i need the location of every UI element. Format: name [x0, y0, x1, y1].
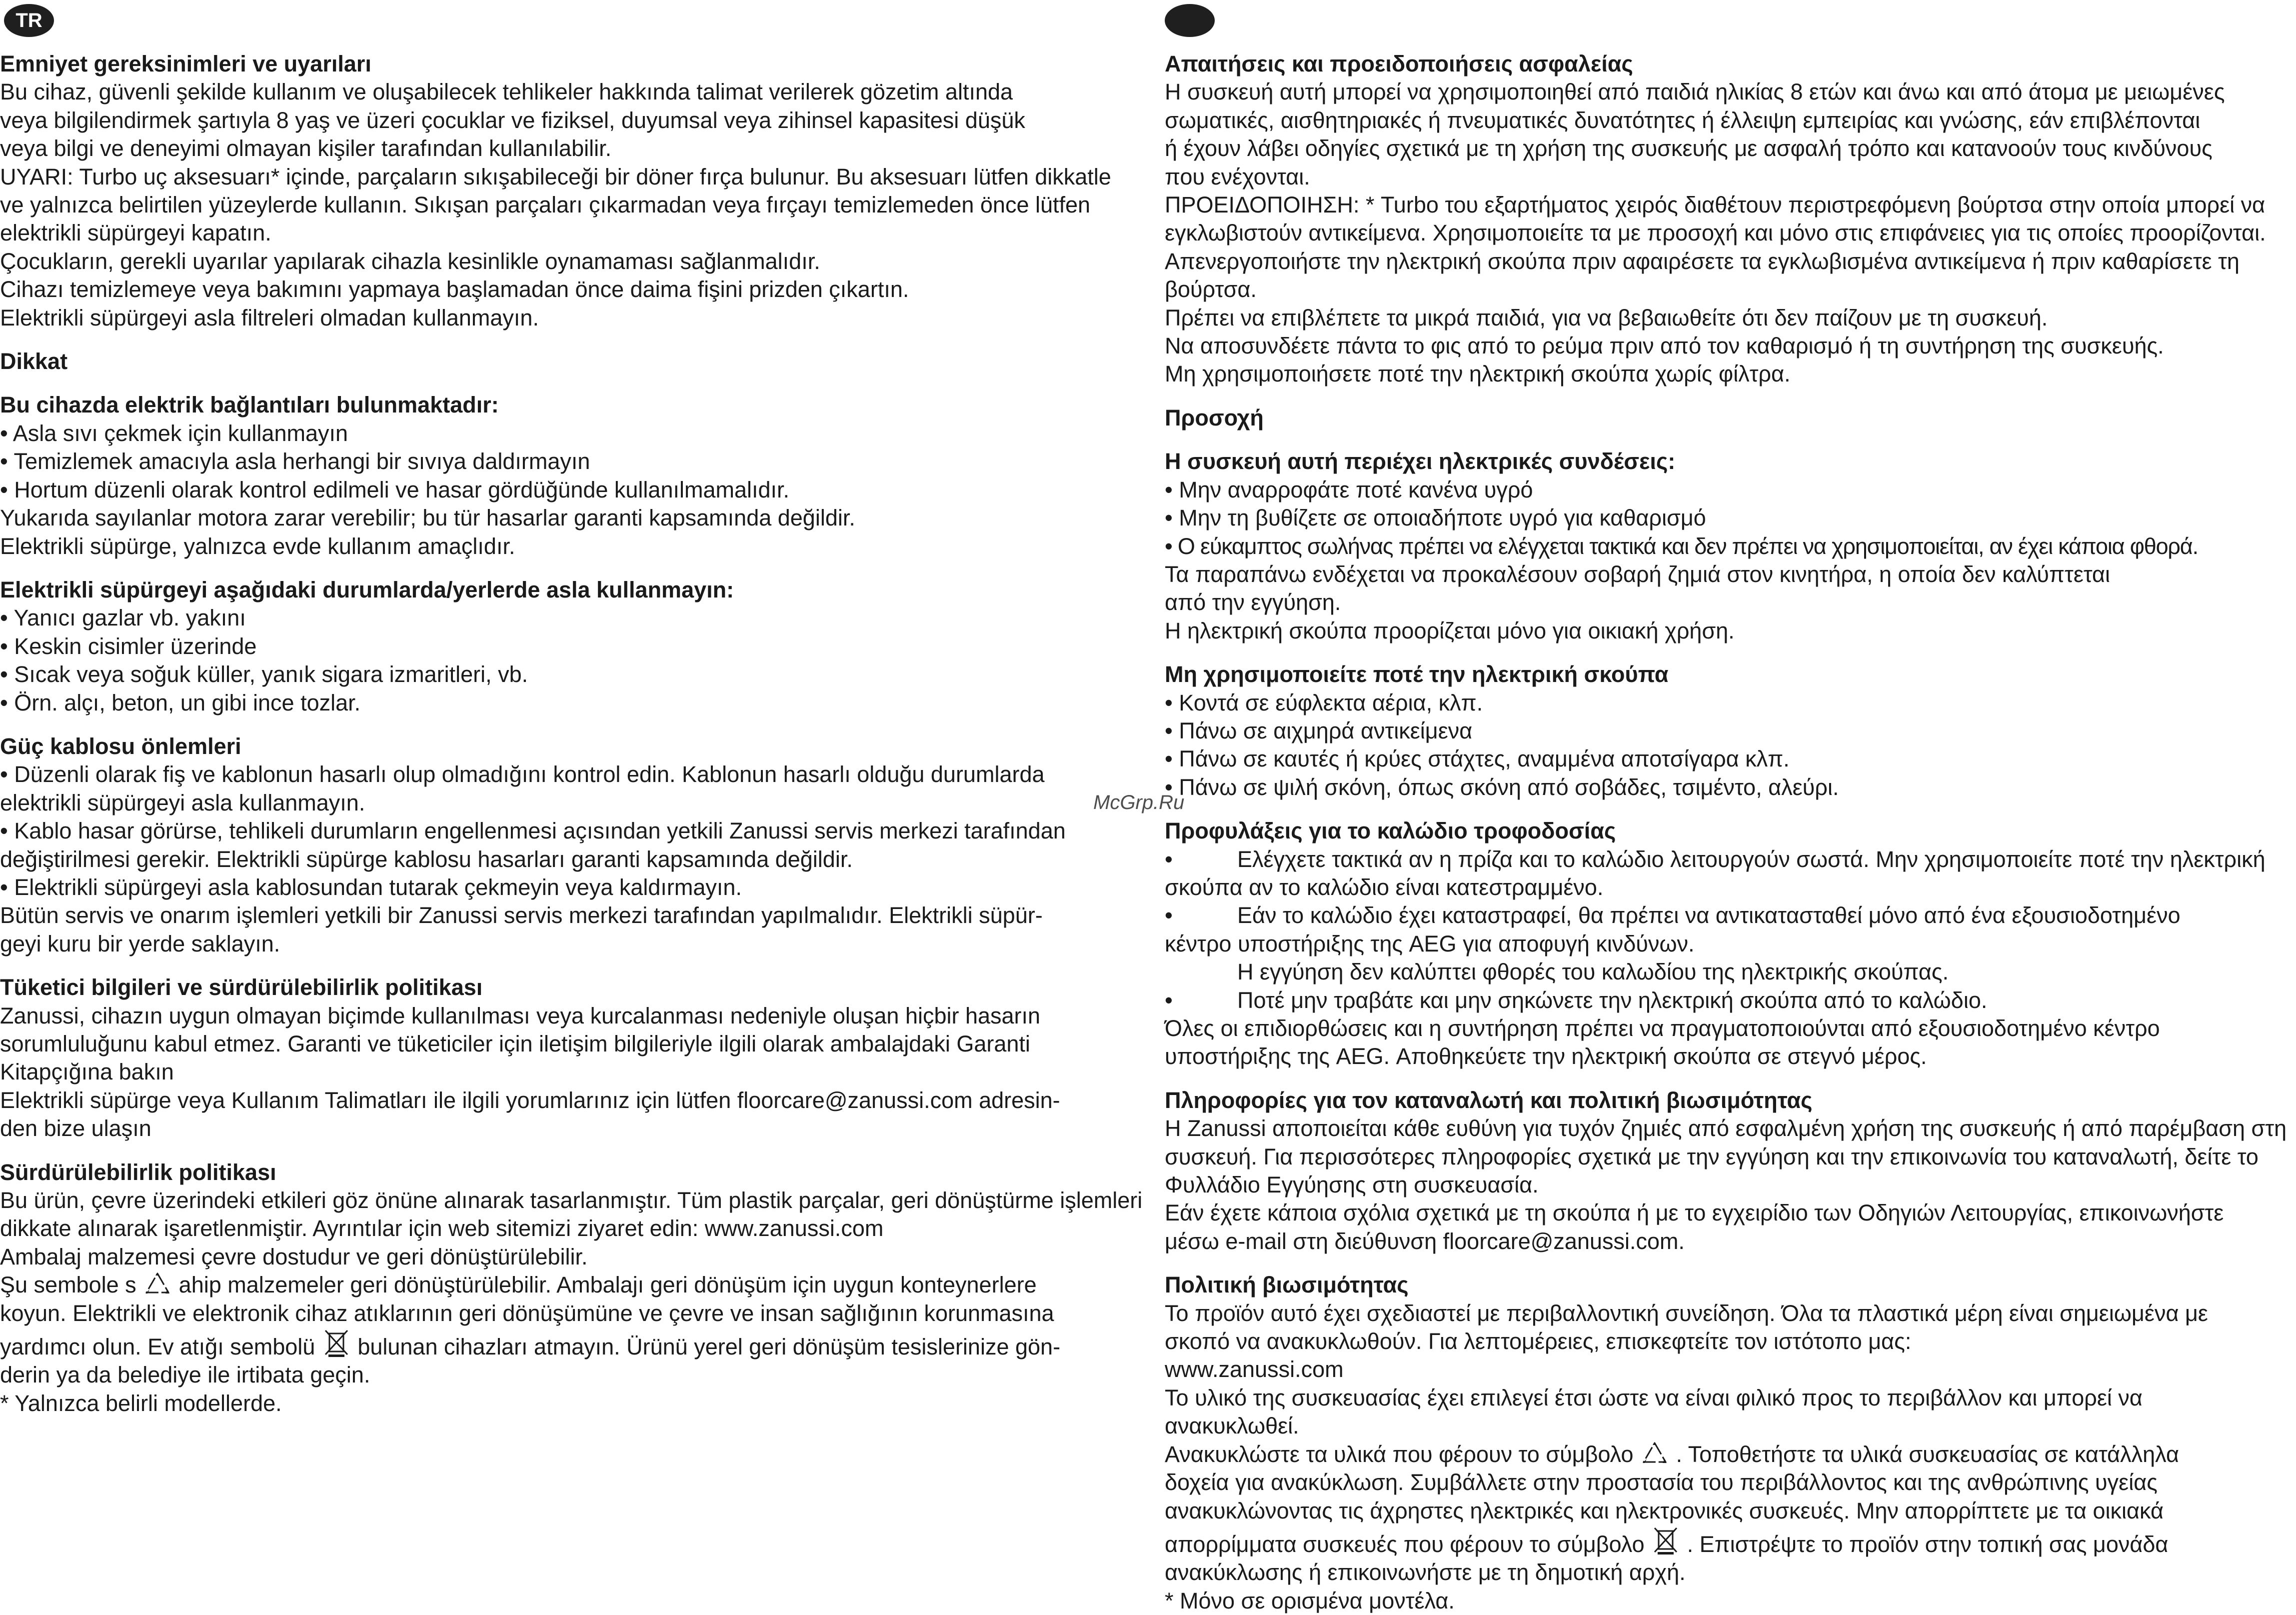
section-heading: Sürdürülebilirlik politikası: [0, 1159, 276, 1185]
section-heading: Η συσκευή αυτή περιέχει ηλεκτρικές συνδέσεις:: [1165, 448, 1676, 474]
watermark: McGrp.Ru: [1093, 792, 1185, 814]
section-heading: Emniyet gereksinimleri ve uyarıları: [0, 51, 371, 76]
crossed-bin-icon: [321, 1328, 351, 1358]
section-heading: Tüketici bilgileri ve sürdürülebilirlik politikası: [0, 974, 483, 1000]
recycle-icon: [142, 1272, 172, 1296]
section-heading: Προσοχή: [1165, 404, 1264, 430]
recycle-icon: [1640, 1441, 1670, 1465]
section-heading: Μη χρησιμοποιείτε ποτέ την ηλεκτρική σκούπα: [1165, 662, 1669, 688]
section-heading: Dikkat: [0, 348, 68, 374]
section-heading: Bu cihazda elektrik bağlantıları bulunmaktadır:: [0, 392, 499, 418]
turkish-text: Emniyet gereksinimleri ve uyarıları Bu cihaz, güvenli şekilde kullanım ve oluşabilecek tehlikeler hakkında talimat verilerek gözetim altında veya bilgilendirmek şartıyla 8 yaş ve üzeri çocuklar ve fiziksel, duyumsal veya zihinsel kapasitesi düşük veya bilgi ve deneyimi olmayan kişiler tarafından kullanılabilir. UYARI: Turbo uç aksesuarı* içinde, parçaların sıkışabileceği bir döner fırça bulunur. Bu aksesuarı lütfen dikkatle ve yalnızca belirtilen yüzeylerde kullanın. Sıkışan parçaları çıkarmadan veya fırçayı temizlemeden önce lütfen elektrikli süpürgeyi kapatın. Çocukların, gerekli uyarılar yapılarak cihazla kesinlikle oynamaması sağlanmalıdır. Cihazı temizlemeye veya bakımını yapmaya başlamadan önce daima fişini prizden çıkartın. Elektrikli süpürgeyi asla filtreleri olmadan kullanmayın. Dikkat Bu cihazda elektrik bağlantıları bulunmaktadır: • Asla sıvı çekmek için kullanmayın • Temizlemek amacıyla asla herhangi bir sıvıya daldırmayın • Hortum düzenli olarak kontrol edilmeli ve hasar gördüğünde kullanılmamalıdır. Yukarıda sayılanlar motora zarar verebilir; bu tür hasarlar garanti kapsamında değildir. Elektrikli süpürge, yalnızca evde kullanım amaçlıdır. Elektrikli süpürgeyi aşağıdaki durumlarda/yerlerde asla kullanmayın: • Yanıcı gazlar vb. yakını • Keskin cisimler üzerinde • Sıcak veya soğuk küller, yanık sigara izmaritleri, vb. • Örn. alçı, beton, un gibi ince tozlar. Güç kablosu önlemleri • Düzenli olarak fiş ve kablonun hasarlı olup olmadığını kontrol edin. Kablonun hasarlı olduğu durumlarda elektrikli süpürgeyi asla kullanmayın. • Kablo hasar görürse, tehlikeli durumların engellenmesi açısından yetkili Zanussi servis merkezi tarafından değiştirilmesi gerekir. Elektrikli süpürge kablosu hasarları garanti kapsamında değildir. • Elektrikli süpürgeyi asla kablosundan tutarak çekmeyin veya kaldırmayın. Bütün servis ve onarım işlemleri yetkili bir Zanussi servis merkezi tarafından yapılmalıdır. Elektrikli süpür- geyi kuru bir yerde saklayın. Tüketici bilgileri ve sürdürülebilirlik politikası Zanussi, cihazın uygun olmayan biçimde kullanılması veya kurcalanması nedeniyle oluşan hiçbir hasarın sorumluluğunu kabul etmez. Garanti ve tüketiciler için iletişim bilgileriyle ilgili olarak ambalajdaki Garanti Kitapçığına bakın Elektrikli süpürge veya Kullanım Talimatları ile ilgili yorumlarınız için lütfen floorcare@zanussi.com adresin- den bize ulaşın Sürdürülebilirlik politikası Bu ürün, çevre üzerindeki etkileri göz önüne alınarak tasarlanmıştır. Tüm plastik parçalar, geri dönüştürme işlemleri dikkate alınarak işaretlenmiştir. Ayrıntılar için web sitemizi ziyaret edin: www.zanussi.com Ambalaj malzemesi çevre dostudur ve geri dönüştürülebilir. Şu sembole s ahip malzemeler geri dönüştürülebilir. Ambalajı geri dönüşüm için uygun konteynerlere koyun. Elektrikli ve elektronik cihaz atıklarının geri dönüşümüne ve çevre ve insan sağlığının korunmasına yardımcı olun. Ev atığı sembolü bulunan cihazları atmayın. Ürünü yerel geri dönüşüm tesislerinize gön- derin ya da belediye ile irtibata geçin. * Yalnızca belirli modellerde.: [0, 51, 1143, 1416]
section-heading: Πολιτική βιωσιμότητας: [1165, 1272, 1409, 1298]
section-heading: Güç kablosu önlemleri: [0, 733, 241, 759]
greek-text: Απαιτήσεις και προειδοποιήσεις ασφαλείας Η συσκευή αυτή μπορεί να χρησιμοποιηθεί από παιδιά ηλικίας 8 ετών και άνω και από άτομα με μειωμένες σωματικές, αισθητηριακές ή πνευματικές δυνατότητες ή έλλειψη εμπειρίας και γνώσης, εάν επιβλέπονται ή έχουν λάβει οδηγίες σχετικά με τη χρήση της συσκευής με ασφαλή τρόπο και κατανοούν τους κινδύνους που ενέχονται. ΠΡΟΕΙΔΟΠΟΙΗΣΗ: * Turbo του εξαρτήματος χειρός διαθέτουν περιστρεφόμενη βούρτσα στην οποία μπορεί να εγκλωβιστούν αντικείμενα. Χρησιμοποιείτε τα με προσοχή και μόνο στις επιφάνειες για τις οποίες προορίζονται. Απενεργοποιήστε την ηλεκτρική σκούπα πριν αφαιρέσετε τα εγκλωβισμένα αντικείμενα ή πριν καθαρίσετε τη βούρτσα. Πρέπει να επιβλέπετε τα μικρά παιδιά, για να βεβαιωθείτε ότι δεν παίζουν με τη συσκευή. Να αποσυνδέετε πάντα το φις από το ρεύμα πριν από τον καθαρισμό ή τη συντήρηση της συσκευής. Μη χρησιμοποιήσετε ποτέ την ηλεκτρική σκούπα χωρίς φίλτρα. Προσοχή Η συσκευή αυτή περιέχει ηλεκτρικές συνδέσεις: • Μην αναρροφάτε ποτέ κανένα υγρό • Μην τη βυθίζετε σε οποιαδήποτε υγρό για καθαρισμό • Ο εύκαμπτος σωλήνας πρέπει να ελέγχεται τακτικά και δεν πρέπει να χρησιμοποιείται, αν έχει κάποια φθορά. Τα παραπάνω ενδέχεται να προκαλέσουν σοβαρή ζημιά στον κινητήρα, η οποία δεν καλύπτεται από την εγγύηση. Η ηλεκτρική σκούπα προορίζεται μόνο για οικιακή χρήση. Μη χρησιμοποιείτε ποτέ την ηλεκτρική σκούπα • Κοντά σε εύφλεκτα αέρια, κλπ. • Πάνω σε αιχμηρά αντικείμενα • Πάνω σε καυτές ή κρύες στάχτες, αναμμένα αποτσίγαρα κλπ. • Πάνω σε ψιλή σκόνη, όπως σκόνη από σοβάδες, τσιμέντο, αλεύρι. Προφυλάξεις για το καλώδιο τροφοδοσίας • Ελέγχετε τακτικά αν η πρίζα και το καλώδιο λειτουργούν σωστά. Μην χρησιμοποιείτε ποτέ την ηλεκτρική σκούπα αν το καλώδιο είναι κατεστραμμένο. • Εάν το καλώδιο έχει καταστραφεί, θα πρέπει να αντικατασταθεί μόνο από ένα εξουσιοδοτημένο κέντρο υποστήριξης της AEG για αποφυγή κινδύνων. Η εγγύηση δεν καλύπτει φθορές του καλωδίου της ηλεκτρικής σκούπας. • Ποτέ μην τραβάτε και μην σηκώνετε την ηλεκτρική σκούπα από το καλώδιο. Όλες οι επιδιορθώσεις και η συντήρηση πρέπει να πραγματοποιούνται από εξουσιοδοτημένο κέντρο υποστήριξης της AEG. Αποθηκεύετε την ηλεκτρική σκούπα σε στεγνό μέρος. Πληροφορίες για τον καταναλωτή και πολιτική βιωσιμότητας Η Zanussi αποποιείται κάθε ευθύνη για τυχόν ζημιές από εσφαλμένη χρήση της συσκευής ή από παρέμβαση στη συσκευή. Για περισσότερες πληροφορίες σχετικά με την εγγύηση και την επικοινωνία του καταναλωτή, δείτε το Φυλλάδιο Εγγύησης στη συσκευασία. Εάν έχετε κάποια σχόλια σχετικά με τη σκούπα ή με το εγχειρίδιο των Οδηγιών Λειτουργίας, επικοινωνήστε μέσω e-mail στη διεύθυνση floorcare@zanussi.com. Πολιτική βιωσιμότητας Το προϊόν αυτό έχει σχεδιαστεί με περιβαλλοντική συνείδηση. Όλα τα πλαστικά μέρη είναι σημειωμένα με σκοπό να ανακυκλωθούν. Για λεπτομέρειες, επισκεφτείτε τον ιστότοπο μας: www.zanussi.com Το υλικό της συσκευασίας έχει επιλεγεί έτσι ώστε να είναι φιλικό προς το περιβάλλον και μπορεί να ανακυκλωθεί. Ανακυκλώστε τα υλικά που φέρουν το σύμβολο . Τοποθετήστε τα υλικά συσκευασίας σε κατάλληλα δοχεία για ανακύκλωση. Συμβάλλετε στην προστασία του περιβάλλοντος και της ανθρώπινης υγείας ανακυκλώνοντας τις άχρηστες ηλεκτρικές και ηλεκτρονικές συσκευές. Μην απορρίπτετε με τα οικιακά απορρίμματα συσκευές που φέρουν το σύμβολο . Επιστρέψτε το προϊόν στην τοπική σας μονάδα ανακύκλωσης ή επικοινωνήστε με τη δημοτική αρχή. * Μόνο σε ορισμένα μοντέλα.: [1165, 50, 2296, 1615]
section-heading: Προφυλάξεις για το καλώδιο τροφοδοσίας: [1165, 818, 1616, 844]
section-heading: Elektrikli süpürgeyi aşağıdaki durumlarda/yerlerde asla kullanmayın:: [0, 576, 734, 602]
language-badge-gr: [1165, 4, 1215, 37]
section-heading: Απαιτήσεις και προειδοποιήσεις ασφαλείας: [1165, 51, 1633, 76]
crossed-bin-icon: [1651, 1525, 1681, 1555]
language-badge-tr: TR: [4, 4, 54, 37]
section-heading: Πληροφορίες για τον καταναλωτή και πολιτική βιωσιμότητας: [1165, 1087, 1813, 1113]
